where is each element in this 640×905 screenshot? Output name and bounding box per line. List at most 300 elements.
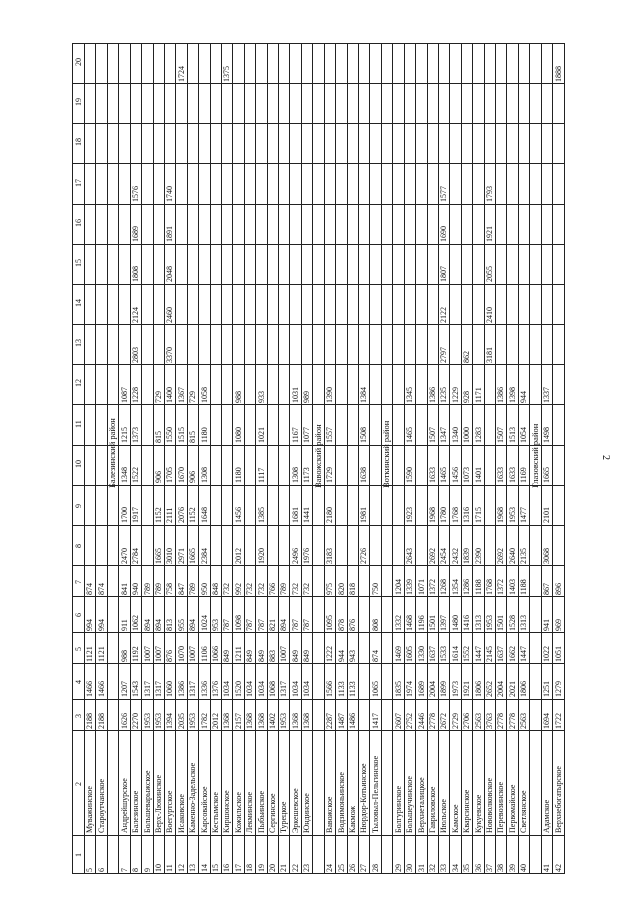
- settlement-name: Какмож: [347, 806, 357, 834]
- column-header: 1: [73, 853, 83, 858]
- table-cell: 1317: [142, 681, 152, 698]
- table-cell: 1054: [519, 427, 529, 444]
- table-cell: 1888: [553, 65, 563, 82]
- row-divider: [438, 43, 439, 873]
- column-header: 18: [73, 138, 83, 147]
- table-cell: 969: [553, 618, 563, 631]
- table-cell: 1637: [496, 645, 506, 662]
- table-cell: 849: [256, 649, 266, 662]
- table-cell: 1062: [131, 614, 141, 631]
- table-cell: 732: [222, 582, 232, 595]
- table-cell: 1372: [427, 578, 437, 595]
- settlement-name: Водзимоньинское: [336, 772, 346, 834]
- column-divider: [72, 404, 564, 405]
- row-divider: [301, 43, 302, 873]
- table-cell: 2145: [484, 645, 494, 662]
- table-cell: 1465: [439, 467, 449, 484]
- table-cell: 941: [542, 618, 552, 631]
- column-header: 20: [73, 58, 83, 67]
- table-cell: 1308: [199, 467, 209, 484]
- table-cell: 1073: [462, 467, 472, 484]
- table-cell: 1953: [279, 712, 289, 729]
- table-cell: 1337: [542, 386, 552, 403]
- row-divider: [472, 43, 473, 873]
- table-cell: 2188: [85, 712, 95, 729]
- row-number: 30: [405, 863, 415, 872]
- district-heading: Балезинский район: [107, 418, 118, 488]
- row-number: 39: [507, 863, 517, 872]
- table-cell: 849: [222, 649, 232, 662]
- table-cell: 1477: [519, 507, 529, 524]
- table-cell: 1520: [233, 681, 243, 698]
- table-cell: 1340: [450, 427, 460, 444]
- column-header: 8: [73, 544, 83, 549]
- table-cell: 1051: [553, 645, 563, 662]
- table-cell: 950: [199, 582, 209, 595]
- row-divider: [210, 43, 211, 873]
- table-cell: 2101: [542, 507, 552, 524]
- district-heading: Воткинский район: [381, 420, 392, 488]
- table-cell: 1354: [450, 578, 460, 595]
- table-cell: 1034: [222, 681, 232, 698]
- settlement-name: Эркешевское: [290, 788, 300, 834]
- table-cell: 732: [302, 582, 312, 595]
- row-number: 38: [496, 863, 506, 872]
- column-divider: [72, 83, 564, 84]
- table-cell: 2496: [290, 547, 300, 564]
- table-cell: 1806: [473, 681, 483, 698]
- settlement-name: Киршонское: [222, 790, 232, 834]
- table-cell: 1416: [462, 614, 472, 631]
- table-cell: 1317: [279, 681, 289, 698]
- table-cell: 1373: [131, 427, 141, 444]
- settlement-name: Болгуринское: [393, 786, 403, 834]
- table-cell: 729: [188, 390, 198, 403]
- row-number: 42: [553, 863, 563, 872]
- header-divider: [84, 43, 85, 873]
- row-divider: [187, 43, 188, 873]
- row-number: 13: [188, 863, 198, 872]
- table-cell: 849: [302, 649, 312, 662]
- table-cell: 1605: [405, 645, 415, 662]
- settlement-name: Нюрдор-Котьинское: [359, 763, 369, 834]
- table-cell: 1058: [199, 386, 209, 403]
- row-number: 8: [131, 867, 141, 872]
- table-cell: 1921: [462, 681, 472, 698]
- table-cell: 1920: [256, 547, 266, 564]
- row-number: 40: [519, 863, 529, 872]
- table-cell: 1973: [450, 681, 460, 698]
- settlement-name: Верхнеталицкое: [416, 777, 426, 834]
- table-cell: 732: [290, 582, 300, 595]
- row-divider: [415, 43, 416, 873]
- settlement-name: Кукуевское: [473, 794, 483, 834]
- table-cell: 1313: [473, 614, 483, 631]
- column-divider: [72, 204, 564, 205]
- table-cell: 1368: [302, 712, 312, 729]
- table-cell: 1533: [439, 645, 449, 662]
- table-cell: 2803: [131, 346, 141, 363]
- row-number: 12: [176, 863, 186, 872]
- table-cell: 787: [245, 618, 255, 631]
- column-header: 15: [73, 258, 83, 267]
- row-number: 27: [359, 863, 369, 872]
- table-cell: 3068: [542, 547, 552, 564]
- district-heading: Глазовский район: [529, 423, 540, 488]
- table-cell: 1133: [347, 681, 357, 698]
- table-border-left: [72, 43, 73, 873]
- settlement-name: Пыбьинское: [256, 790, 266, 834]
- table-cell: 1633: [507, 467, 517, 484]
- column-divider: [72, 244, 564, 245]
- table-cell: 1251: [542, 681, 552, 698]
- table-cell: 2563: [519, 712, 529, 729]
- settlement-name: Светлянское: [519, 790, 529, 834]
- column-divider: [72, 284, 564, 285]
- row-number: 17: [233, 863, 243, 872]
- row-divider: [518, 43, 519, 873]
- table-cell: 1021: [256, 427, 266, 444]
- table-cell: 1466: [96, 681, 106, 698]
- table-cell: 2672: [439, 712, 449, 729]
- table-cell: 1806: [519, 681, 529, 698]
- row-divider: [153, 43, 154, 873]
- table-cell: 1347: [439, 427, 449, 444]
- table-cell: 1031: [290, 386, 300, 403]
- table-cell: 1498: [542, 427, 552, 444]
- settlement-name: Андрейшурское: [119, 778, 129, 834]
- table-cell: 1207: [119, 681, 129, 698]
- table-cell: 1729: [325, 467, 335, 484]
- table-cell: 1626: [119, 712, 129, 729]
- table-cell: 2752: [405, 712, 415, 729]
- table-cell: 2122: [439, 306, 449, 323]
- row-divider: [267, 43, 268, 873]
- table-cell: 1401: [473, 467, 483, 484]
- table-cell: 1507: [427, 427, 437, 444]
- table-cell: 1715: [473, 507, 483, 524]
- column-header: 7: [73, 579, 83, 584]
- row-divider: [175, 43, 176, 873]
- table-cell: 2287: [325, 712, 335, 729]
- table-cell: 2640: [507, 547, 517, 564]
- table-cell: 1133: [336, 681, 346, 698]
- settlement-name: Перевозинское: [496, 782, 506, 834]
- table-cell: 1034: [302, 681, 312, 698]
- table-cell: 815: [153, 431, 163, 444]
- settlement-name: Турецкое: [279, 801, 289, 834]
- settlement-name: Адамское: [542, 799, 552, 834]
- row-number: 10: [153, 863, 163, 872]
- row-number: 16: [222, 863, 232, 872]
- table-cell: 2652: [484, 681, 494, 698]
- table-cell: 789: [279, 582, 289, 595]
- table-cell: 1007: [142, 645, 152, 662]
- table-cell: 1268: [439, 578, 449, 595]
- row-number: 5: [85, 867, 95, 872]
- table-cell: 2460: [165, 306, 175, 323]
- settlement-name: Гавриловское: [427, 786, 437, 834]
- table-cell: 992: [233, 582, 243, 595]
- table-cell: 2692: [496, 547, 506, 564]
- row-divider: [255, 43, 256, 873]
- row-divider: [392, 43, 393, 873]
- table-cell: 2778: [507, 712, 517, 729]
- table-cell: 1780: [439, 507, 449, 524]
- column-header: 17: [73, 178, 83, 187]
- table-cell: 1552: [462, 645, 472, 662]
- row-number: 24: [325, 863, 335, 872]
- table-cell: 1169: [519, 467, 529, 484]
- table-cell: 789: [142, 582, 152, 595]
- table-cell: 1648: [199, 507, 209, 524]
- row-number: 41: [542, 863, 552, 872]
- table-cell: 2643: [405, 547, 415, 564]
- table-cell: 1068: [267, 681, 277, 698]
- table-cell: 2180: [325, 507, 335, 524]
- table-cell: 1953: [142, 712, 152, 729]
- table-cell: 1007: [279, 645, 289, 662]
- table-cell: 1180: [199, 427, 209, 444]
- table-cell: 1368: [245, 712, 255, 729]
- table-cell: 1394: [165, 712, 175, 729]
- table-cell: 1080: [233, 427, 243, 444]
- table-cell: 2432: [450, 547, 460, 564]
- table-cell: 2021: [507, 681, 517, 698]
- table-cell: 1681: [290, 507, 300, 524]
- table-cell: 1501: [496, 614, 506, 631]
- table-cell: 1953: [153, 712, 163, 729]
- settlement-name: Первомайское: [507, 784, 517, 834]
- table-cell: 766: [267, 582, 277, 595]
- table-cell: 894: [188, 618, 198, 631]
- table-cell: 2778: [427, 712, 437, 729]
- column-divider: [72, 596, 564, 597]
- table-cell: 732: [245, 582, 255, 595]
- table-cell: 1071: [416, 578, 426, 595]
- table-cell: 896: [553, 582, 563, 595]
- row-divider: [95, 43, 96, 873]
- table-cell: 943: [347, 649, 357, 662]
- table-cell: 1981: [359, 507, 369, 524]
- table-cell: 975: [325, 582, 335, 595]
- row-number: 33: [439, 863, 449, 872]
- table-cell: 789: [153, 582, 163, 595]
- table-cell: 2188: [96, 712, 106, 729]
- table-cell: 2446: [416, 712, 426, 729]
- table-cell: 1614: [450, 645, 460, 662]
- column-header: 5: [73, 646, 83, 651]
- table-cell: 849: [290, 649, 300, 662]
- row-divider: [324, 43, 325, 873]
- table-cell: 1386: [427, 386, 437, 403]
- row-divider: [221, 43, 222, 873]
- column-header: 2: [73, 781, 83, 786]
- row-number: 6: [96, 867, 106, 872]
- row-divider: [244, 43, 245, 873]
- table-cell: 1782: [199, 712, 209, 729]
- row-divider: [461, 43, 462, 873]
- table-cell: 1447: [519, 645, 529, 662]
- settlement-name: Большеучинское: [405, 776, 415, 834]
- column-divider: [72, 632, 564, 633]
- table-cell: 2390: [473, 547, 483, 564]
- table-cell: 1077: [302, 427, 312, 444]
- table-cell: 994: [85, 618, 95, 631]
- table-cell: 729: [153, 390, 163, 403]
- column-header: 19: [73, 98, 83, 107]
- table-cell: 1384: [359, 386, 369, 403]
- table-cell: 862: [462, 350, 472, 363]
- column-header: 6: [73, 613, 83, 618]
- table-cell: 2784: [131, 547, 141, 564]
- table-cell: 953: [210, 618, 220, 631]
- row-divider: [541, 43, 542, 873]
- row-number: 26: [347, 863, 357, 872]
- table-cell: 867: [542, 582, 552, 595]
- table-cell: 1953: [507, 507, 517, 524]
- table-cell: 1469: [393, 645, 403, 662]
- row-divider: [427, 43, 428, 873]
- table-cell: 1385: [256, 507, 266, 524]
- table-cell: 787: [290, 618, 300, 631]
- table-cell: 1283: [473, 427, 483, 444]
- table-cell: 906: [188, 471, 198, 484]
- table-cell: 3010: [165, 547, 175, 564]
- table-cell: 1808: [131, 266, 141, 283]
- row-number: 19: [256, 863, 266, 872]
- table-cell: 1034: [256, 681, 266, 698]
- table-cell: 1665: [153, 547, 163, 564]
- table-cell: 2729: [450, 712, 460, 729]
- row-number: 11: [165, 863, 175, 872]
- table-cell: 1557: [325, 427, 335, 444]
- table-border-bottom: [72, 873, 564, 874]
- table-cell: 1022: [542, 645, 552, 662]
- table-cell: 1167: [290, 427, 300, 444]
- row-divider: [141, 43, 142, 873]
- table-cell: 874: [85, 582, 95, 595]
- row-divider: [564, 43, 565, 873]
- table-cell: 1577: [439, 186, 449, 203]
- table-cell: 1171: [473, 387, 483, 403]
- table-cell: 989: [302, 390, 312, 403]
- table-cell: 1403: [507, 578, 517, 595]
- table-cell: 1376: [210, 681, 220, 698]
- table-cell: 1000: [462, 427, 472, 444]
- column-header: 3: [73, 713, 83, 718]
- table-cell: 1576: [131, 186, 141, 203]
- row-number: 21: [279, 863, 289, 872]
- table-cell: 955: [176, 618, 186, 631]
- table-cell: 1465: [405, 427, 415, 444]
- table-cell: 820: [336, 582, 346, 595]
- table-cell: 1694: [542, 712, 552, 729]
- table-cell: 2135: [519, 547, 529, 564]
- table-cell: 2454: [439, 547, 449, 564]
- table-cell: 894: [153, 618, 163, 631]
- column-divider: [72, 324, 564, 325]
- table-cell: 1390: [325, 386, 335, 403]
- table-cell: 1724: [176, 65, 186, 82]
- table-cell: 1740: [165, 186, 175, 203]
- table-cell: 1456: [233, 507, 243, 524]
- table-cell: 1974: [405, 681, 415, 698]
- table-cell: 1345: [405, 386, 415, 403]
- table-cell: 1152: [188, 507, 198, 524]
- table-cell: 758: [165, 582, 175, 595]
- table-cell: 1095: [325, 614, 335, 631]
- table-cell: 1286: [462, 578, 472, 595]
- row-number: 20: [267, 863, 277, 872]
- table-cell: 1386: [496, 386, 506, 403]
- table-cell: 1522: [131, 467, 141, 484]
- table-cell: 1368: [290, 712, 300, 729]
- settlement-name: Верх-Люкинское: [153, 774, 163, 834]
- column-header: 9: [73, 503, 83, 508]
- table-cell: 1456: [450, 467, 460, 484]
- table-cell: 1065: [370, 681, 380, 698]
- table-cell: 1180: [233, 467, 243, 484]
- table-cell: 1060: [165, 681, 175, 698]
- table-cell: 1192: [131, 646, 141, 662]
- settlement-name: Нововолковское: [484, 778, 494, 834]
- table-cell: 2607: [393, 712, 403, 729]
- table-cell: 2055: [484, 266, 494, 283]
- settlement-name: Верхнебогатырское: [553, 766, 563, 834]
- table-cell: 1513: [507, 427, 517, 444]
- table-cell: 1441: [302, 507, 312, 524]
- table-cell: 1590: [405, 467, 415, 484]
- row-divider: [506, 43, 507, 873]
- settlement-name: Муважинское: [85, 786, 95, 834]
- table-cell: 1633: [427, 467, 437, 484]
- column-header: 11: [73, 419, 83, 428]
- table-cell: 1106: [199, 646, 209, 662]
- table-cell: 1768: [484, 578, 494, 595]
- table-cell: 1665: [542, 467, 552, 484]
- settlement-name: Вавожское: [325, 796, 335, 834]
- table-cell: 3370: [165, 346, 175, 363]
- row-divider: [278, 43, 279, 873]
- table-cell: 1375: [222, 65, 232, 82]
- table-cell: 821: [267, 618, 277, 631]
- table-cell: 1279: [553, 681, 563, 698]
- table-cell: 994: [96, 618, 106, 631]
- table-cell: 2012: [210, 712, 220, 729]
- table-cell: 1968: [427, 507, 437, 524]
- table-cell: 2726: [359, 547, 369, 564]
- column-header: 10: [73, 459, 83, 468]
- settlement-name: Воегуртское: [165, 790, 175, 834]
- table-cell: 848: [210, 582, 220, 595]
- table-cell: 1976: [302, 547, 312, 564]
- table-cell: 1152: [153, 507, 163, 524]
- row-divider: [347, 43, 348, 873]
- row-number: 29: [393, 863, 403, 872]
- row-number: 36: [473, 863, 483, 872]
- table-cell: 847: [176, 582, 186, 595]
- table-cell: 2270: [131, 712, 141, 729]
- row-number: 22: [290, 863, 300, 872]
- table-cell: 750: [370, 582, 380, 595]
- table-cell: 1034: [290, 681, 300, 698]
- table-cell: 1188: [519, 579, 529, 595]
- settlement-name: Кварсинское: [462, 789, 472, 834]
- table-cell: 2692: [427, 547, 437, 564]
- row-divider: [198, 43, 199, 873]
- table-cell: 2563: [473, 712, 483, 729]
